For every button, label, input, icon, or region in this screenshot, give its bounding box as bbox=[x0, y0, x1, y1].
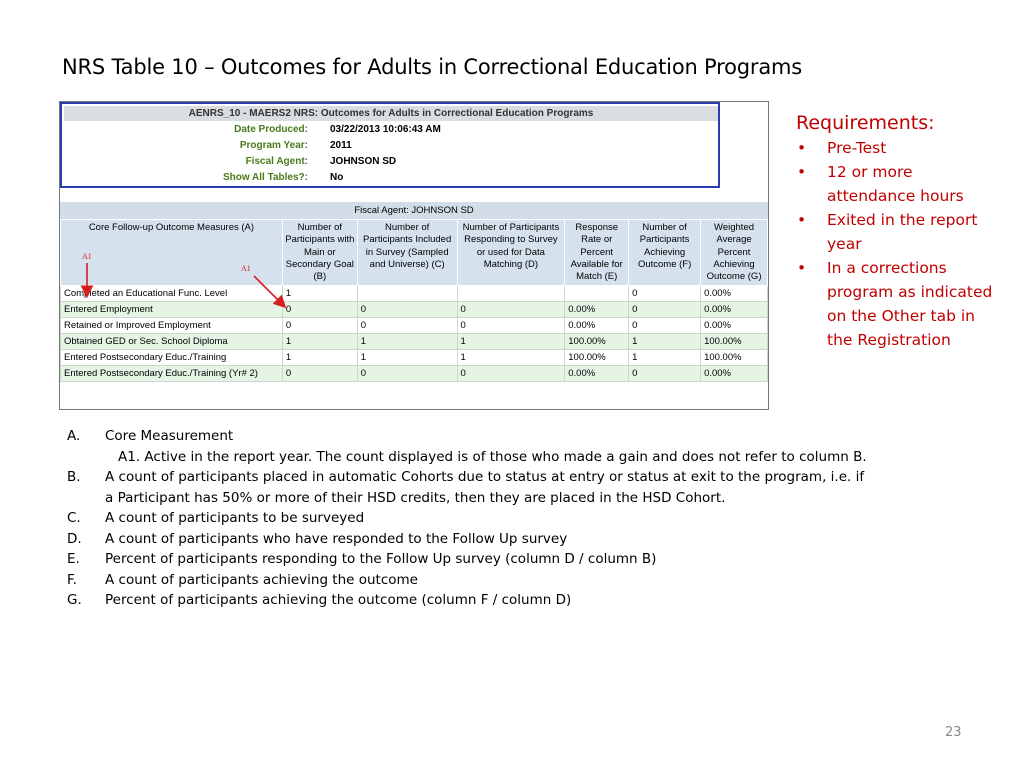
meta-label: Program Year: bbox=[239, 140, 308, 151]
requirement-item: • Exited in the report year bbox=[796, 208, 996, 256]
meta-value: 2011 bbox=[330, 140, 352, 151]
cell-f: 0 bbox=[629, 318, 701, 334]
annotation-a1-label: A1 bbox=[82, 252, 92, 261]
cell-c: 1 bbox=[357, 350, 457, 366]
cell-c: 1 bbox=[357, 334, 457, 350]
requirements-title: Requirements: bbox=[796, 112, 935, 134]
cell-measure: Completed an Educational Func. Level bbox=[61, 286, 283, 302]
cell-e: 100.00% bbox=[565, 350, 629, 366]
notes-list bbox=[67, 426, 867, 611]
annotation-a1-label: A1 bbox=[241, 264, 251, 273]
note-text: Percent of participants responding to the Follow Up survey (column D / column B) bbox=[105, 551, 657, 567]
cell-e bbox=[565, 286, 629, 302]
meta-row-fiscal-agent bbox=[62, 156, 718, 172]
cell-measure: Entered Postsecondary Educ./Training bbox=[61, 350, 283, 366]
table-row bbox=[61, 286, 768, 302]
requirements-panel bbox=[796, 112, 996, 352]
note-item bbox=[67, 590, 867, 611]
cell-d: 1 bbox=[457, 350, 565, 366]
note-text: Percent of participants achieving the outcome (column F / column D) bbox=[105, 592, 572, 608]
meta-label: Date Produced: bbox=[234, 124, 308, 135]
requirement-item: • In a corrections program as indicated on the Other tab in the Registration bbox=[796, 256, 996, 352]
note-letter: A. bbox=[67, 428, 81, 444]
cell-e: 0.00% bbox=[565, 318, 629, 334]
note-letter: D. bbox=[67, 530, 82, 547]
cell-d bbox=[457, 286, 565, 302]
table-row bbox=[61, 334, 768, 350]
cell-f: 1 bbox=[629, 334, 701, 350]
report-screenshot bbox=[59, 101, 769, 410]
note-letter: E. bbox=[67, 551, 80, 567]
meta-row-show-all bbox=[62, 172, 718, 188]
table-header-row bbox=[61, 220, 768, 286]
cell-g: 100.00% bbox=[701, 350, 768, 366]
cell-c: 0 bbox=[357, 366, 457, 382]
column-header-f: Number of Participants Achieving Outcome (F) bbox=[629, 220, 701, 286]
cell-b: 1 bbox=[282, 334, 357, 350]
note-text: A count of participants achieving the outcome bbox=[105, 571, 418, 588]
cell-c: 0 bbox=[357, 302, 457, 318]
cell-g: 0.00% bbox=[701, 366, 768, 382]
cell-g: 0.00% bbox=[701, 318, 768, 334]
cell-f: 0 bbox=[629, 302, 701, 318]
cell-g: 0.00% bbox=[701, 286, 768, 302]
table-row bbox=[61, 350, 768, 366]
note-text: A count of participants placed in automatic Cohorts due to status at entry or status at exit to the program, i.e. if a Participant has 50% or more of their HSD credits, then they are placed in the HSD Cohort. bbox=[105, 469, 865, 506]
meta-row-date bbox=[62, 124, 718, 140]
cell-e: 0.00% bbox=[565, 366, 629, 382]
table-row bbox=[61, 318, 768, 334]
note-text: A count of participants who have responded to the Follow Up survey bbox=[105, 530, 568, 547]
cell-f: 0 bbox=[629, 286, 701, 302]
meta-row-program-year bbox=[62, 140, 718, 156]
note-letter: C. bbox=[67, 510, 81, 526]
requirement-item: • Pre-Test bbox=[796, 136, 996, 160]
meta-value: 03/22/2013 10:06:43 AM bbox=[330, 124, 441, 135]
column-header-e: Response Rate or Percent Available for Match (E) bbox=[565, 220, 629, 286]
note-item bbox=[67, 549, 867, 570]
report-header-title: AENRS_10 - MAERS2 NRS: Outcomes for Adults in Correctional Education Programs bbox=[64, 106, 718, 121]
cell-measure: Retained or Improved Employment bbox=[61, 318, 283, 334]
page-number: 23 bbox=[945, 725, 962, 740]
note-letter: B. bbox=[67, 469, 81, 485]
meta-value: No bbox=[330, 172, 344, 183]
note-item bbox=[67, 570, 867, 591]
cell-e: 100.00% bbox=[565, 334, 629, 350]
column-header-g: Weighted Average Percent Achieving Outcome (G) bbox=[701, 220, 768, 286]
fiscal-agent-bar: Fiscal Agent: JOHNSON SD bbox=[60, 202, 768, 219]
column-header-d: Number of Participants Responding to Survey or used for Data Matching (D) bbox=[457, 220, 565, 286]
note-text: Core Measurement bbox=[105, 428, 234, 444]
note-item bbox=[67, 529, 867, 550]
cell-f: 1 bbox=[629, 350, 701, 366]
cell-g: 0.00% bbox=[701, 302, 768, 318]
meta-label: Show All Tables?: bbox=[222, 172, 308, 183]
cell-measure: Obtained GED or Sec. School Diploma bbox=[61, 334, 283, 350]
column-header-measures: Core Follow-up Outcome Measures (A) bbox=[61, 220, 283, 286]
cell-b: 0 bbox=[282, 302, 357, 318]
cell-b: 1 bbox=[282, 286, 357, 302]
cell-g: 100.00% bbox=[701, 334, 768, 350]
column-header-c: Number of Participants Included in Survey (Sampled and Universe) (C) bbox=[357, 220, 457, 286]
requirements-list bbox=[796, 136, 996, 352]
cell-b: 0 bbox=[282, 318, 357, 334]
note-letter: G. bbox=[67, 592, 82, 608]
cell-measure: Entered Employment bbox=[61, 302, 283, 318]
slide-title: NRS Table 10 – Outcomes for Adults in Correctional Education Programs bbox=[62, 55, 802, 79]
outcomes-table bbox=[60, 219, 768, 382]
cell-d: 0 bbox=[457, 302, 565, 318]
meta-value: JOHNSON SD bbox=[330, 156, 397, 167]
note-item bbox=[67, 508, 867, 529]
table-row bbox=[61, 366, 768, 382]
cell-d: 0 bbox=[457, 318, 565, 334]
column-header-b: Number of Participants with Main or Secondary Goal (B) bbox=[282, 220, 357, 286]
note-item bbox=[67, 426, 867, 447]
report-header-box bbox=[60, 102, 720, 188]
cell-d: 1 bbox=[457, 334, 565, 350]
note-letter: F. bbox=[67, 571, 77, 588]
cell-e: 0.00% bbox=[565, 302, 629, 318]
cell-b: 1 bbox=[282, 350, 357, 366]
note-subitem: A1. Active in the report year. The count displayed is of those who made a gain and does not refer to column B. bbox=[118, 448, 867, 465]
note-text: A count of participants to be surveyed bbox=[105, 510, 365, 526]
cell-c: 0 bbox=[357, 318, 457, 334]
cell-measure: Entered Postsecondary Educ./Training (Yr# 2) bbox=[61, 366, 283, 382]
table-row bbox=[61, 302, 768, 318]
cell-f: 0 bbox=[629, 366, 701, 382]
cell-c bbox=[357, 286, 457, 302]
meta-label: Fiscal Agent: bbox=[245, 156, 308, 167]
cell-b: 0 bbox=[282, 366, 357, 382]
requirement-item: • 12 or more attendance hours bbox=[796, 160, 996, 208]
cell-d: 0 bbox=[457, 366, 565, 382]
note-item bbox=[67, 467, 867, 508]
